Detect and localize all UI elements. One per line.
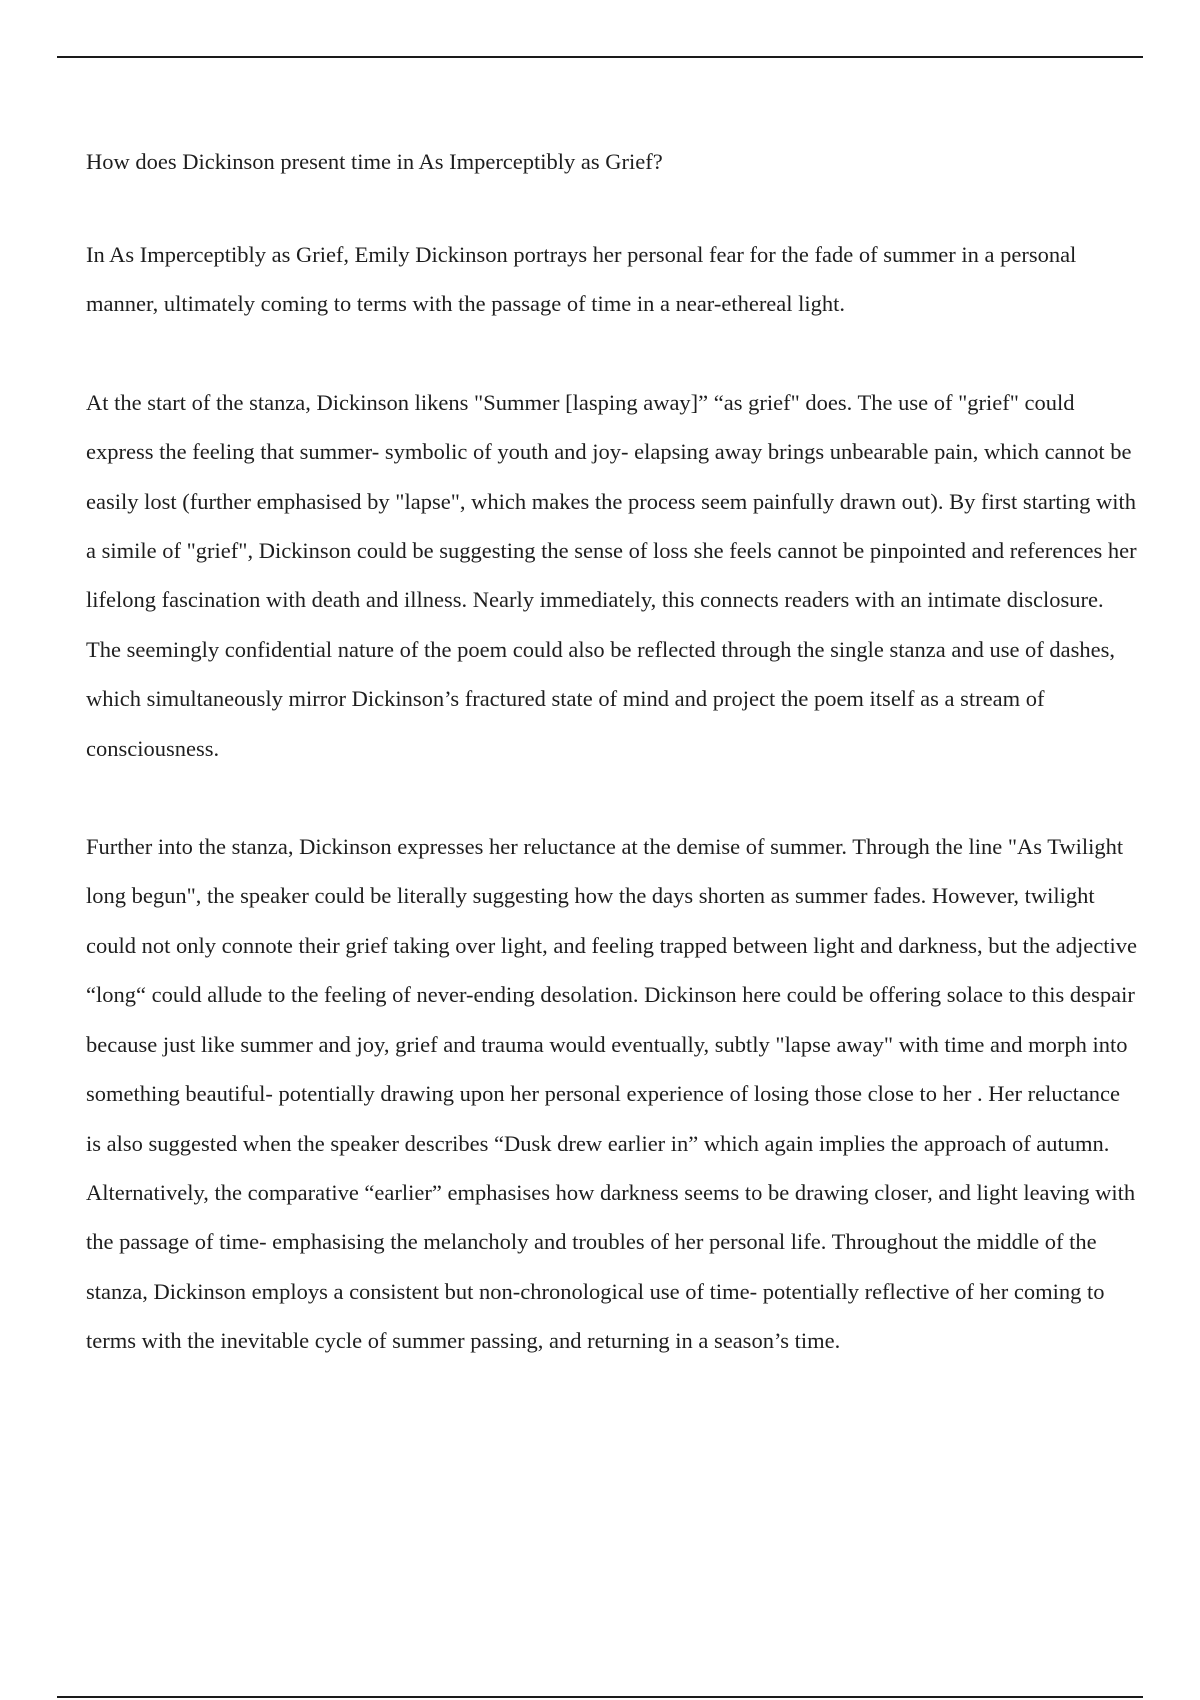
body-paragraph-2: Further into the stanza, Dickinson expresses her reluctance at the demise of summer. Through the line "As Twilight long begun", the speaker could be literally suggesting how the days shorten as summer fades. However, twilight could not only connote their grief taking over light, and feeling trapped between light and darkness, but the adjective “long“ could allude to the feeling of never-ending desolation. Dickinson here could be offering solace to this despair because just like summer and joy, grief and trauma would eventually, subtly "lapse away" with time and morph into something beautiful- potentially drawing upon her personal experience of losing those close to her . Her reluctance is also suggested when the speaker describes “Dusk drew earlier in” which again implies the approach of autumn. Alternatively, the comparative “earlier” emphasises how darkness seems to be drawing closer, and light leaving with the passage of time- emphasising the melancholy and troubles of her personal life. Throughout the middle of the stanza, Dickinson employs a consistent but non-chronological use of time- potentially reflective of her coming to terms with the inevitable cycle of summer passing, and returning in a season’s time. <box>86 834 1137 1354</box>
essay-question: How does Dickinson present time in As Imperceptibly as Grief? <box>86 149 663 174</box>
body-paragraph-1: At the start of the stanza, Dickinson likens "Summer [lasping away]” “as grief" does. The use of "grief" could express the feeling that summer- symbolic of youth and joy- elapsing away brings unbearable pain, which cannot be easily lost (further emphasised by "lapse", which makes the process seem painfully drawn out). By first starting with a simile of "grief", Dickinson could be suggesting the sense of loss she feels cannot be pinpointed and references her lifelong fascination with death and illness. Nearly immediately, this connects readers with an intimate disclosure. The seemingly confidential nature of the poem could also be reflected through the single stanza and use of dashes, which simultaneously mirror Dickinson’s fractured state of mind and project the poem itself as a stream of consciousness. <box>86 389 1137 761</box>
intro-paragraph: In As Imperceptibly as Grief, Emily Dickinson portrays her personal fear for the fade of summer in a personal manner, ultimately coming to terms with the passage of time in a near-ethereal light. <box>86 242 1077 317</box>
header-rule <box>57 56 1143 58</box>
document-body <box>86 142 1140 1366</box>
footer-rule <box>57 1696 1143 1698</box>
